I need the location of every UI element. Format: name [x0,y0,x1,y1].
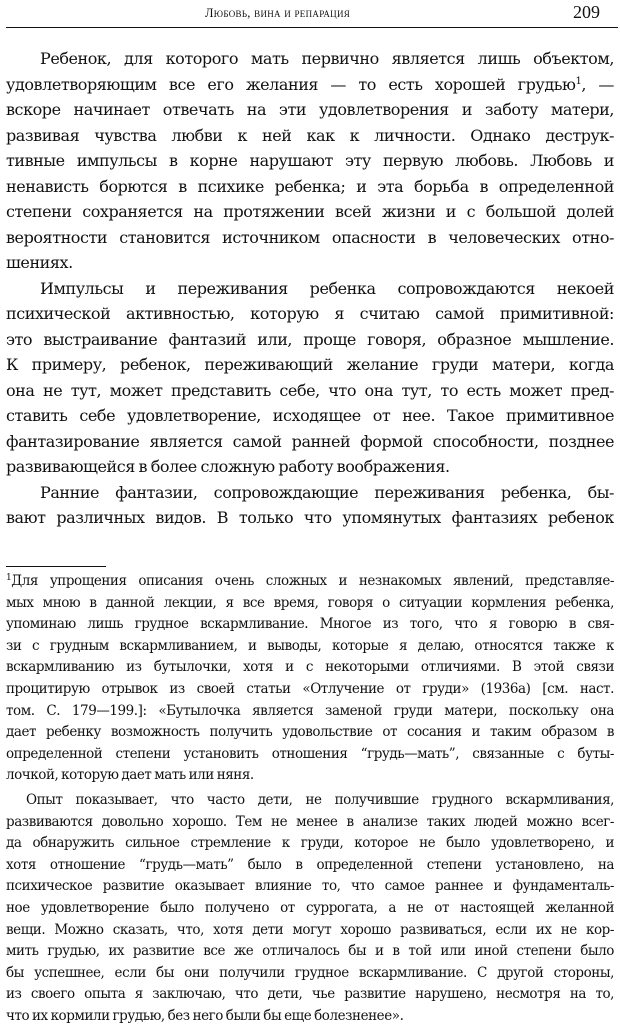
footnote-line: хотя отношение “грудь—мать” было в определенной степени установлено, на [6,856,614,873]
page-header [0,0,620,34]
text-line: ставить себе удовлетворение, исходящее от нее. Такое примитивное [6,406,614,425]
text-line: вскоре начинает отвечать на эти удовлетворения и заботу матери, [6,100,614,119]
footnote-line: упоминаю лишь грудное вскармливание. Многое из того, что я говорю в свя- [6,616,614,633]
footnote-line: что их кормили грудью, без него были бы еще болезненее». [6,1007,404,1024]
footnote-line: Опыт показывает, что часто дети, не получившие грудного вскармливания, [26,791,614,808]
footnote-line: том. С. 179—199.]: «Бутылочка является заменой груди матери, поскольку она [6,702,614,719]
text-line: развивая чувства любви к ней как к личности. Однако деструк- [6,125,614,145]
running-head: Любовь, вина и репарация [205,6,351,20]
text-line-tail: , — [581,74,614,94]
footnote-marker: 1 [6,573,12,583]
text-line: тивные импульсы в корне нарушают эту первую любовь. Любовь и [6,151,614,170]
text-line-content: удовлетворяющим все его желания — то есть хорошей грудью [6,74,576,94]
footnote-line: ное удовлетворение было получено от суррогата, а не от настоящей желанной [6,899,614,916]
header-rule [6,27,618,28]
footnote-line [6,571,614,593]
page-number: 209 [573,2,600,22]
footnote-line: да обнаружить сильное стремление к груди, которое не было удовлетворено, и [6,835,614,852]
text-line: ненависть борются в психике ребенка; и эта борьба в определенной [6,176,614,196]
footnote-line: определенной степени установить отношения “грудь—мать”, связанные с буты- [6,745,614,762]
footnote-line: лочкой, которую дает мать или няня. [6,767,254,784]
text-line: вают различных видов. В только что упомянутых фантазиях ребенок [6,508,614,527]
footnote-line: мых мною в данной лекции, я все время, говоря о ситуации кормления ребенка, [6,594,614,611]
text-line: Импульсы и переживания ребенка сопровождаются некоей [40,278,614,298]
text-line [6,72,614,98]
footnotes [6,571,614,1027]
footnote-line: бы успешнее, если бы они получили грудное вскармливание. С другой стороны, [6,964,614,981]
text-line: вероятности становится источником опасности в человеческих отно- [6,227,614,247]
footnote-line: психическое развитие оказывает влияние то, что самое раннее и фундаменталь- [6,878,614,895]
text-line: Ранние фантазии, сопровождающие переживания ребенка, бы- [40,482,614,502]
text-line: это выстраивание фантазий или, проще говоря, образное мышление. [6,329,614,349]
footnote-reference: 1 [575,75,582,87]
footnote-line: развиваются довольно хорошо. Тем не менее в анализе таких людей можно всег- [6,813,614,830]
main-text [6,46,614,531]
footnote-line: вещи. Можно сказать, что, хотя дети могут хорошо развиваться, если их не кор- [6,921,614,938]
text-line: фантазирование является самой ранней формой способности, позднее [6,431,614,451]
footnote-line: процитирую отрывок из своей статьи «Отлучение от груди» (1936a) [см. наст. [6,680,614,697]
footnote-line: дает ребенку возможность получить удовольствие от сосания и таким образом в [6,724,614,741]
text-line: она не тут, может представить себе, что она тут, то есть может пред- [6,380,614,400]
footnote-line: мить грудью, их развитие все же отличалось бы и в той или иной степени было [6,943,614,960]
footnote-line-content: Для упрощения описания очень сложных и незнакомых явлений, представляе- [11,573,614,589]
text-line: шениях. [6,253,73,272]
text-line: психической активностью, которую я считаю самой примитивной: [6,304,614,323]
text-line: развивающейся в более сложную работу воображения. [6,457,450,476]
footnote-paragraph [6,790,614,1027]
text-line: степени сохраняется на протяжении всей жизни и с большой долей [6,202,614,221]
footnote-line: вскармливанию из бутылочки, хотя и с некоторыми отличиями. В этой связи [6,659,614,676]
footnote-line: из своего опыта я заключаю, что дети, чье развитие нарушено, несмотря на то, [6,986,614,1003]
text-line: Ребенок, для которого мать первично является лишь объектом, [40,49,614,68]
footnote-line: зи с грудным вскармливанием, и выводы, которые я делаю, относятся также к [6,637,614,654]
footnote-rule [6,566,106,567]
text-line: К примеру, ребенок, переживающий желание груди матери, когда [6,355,614,374]
